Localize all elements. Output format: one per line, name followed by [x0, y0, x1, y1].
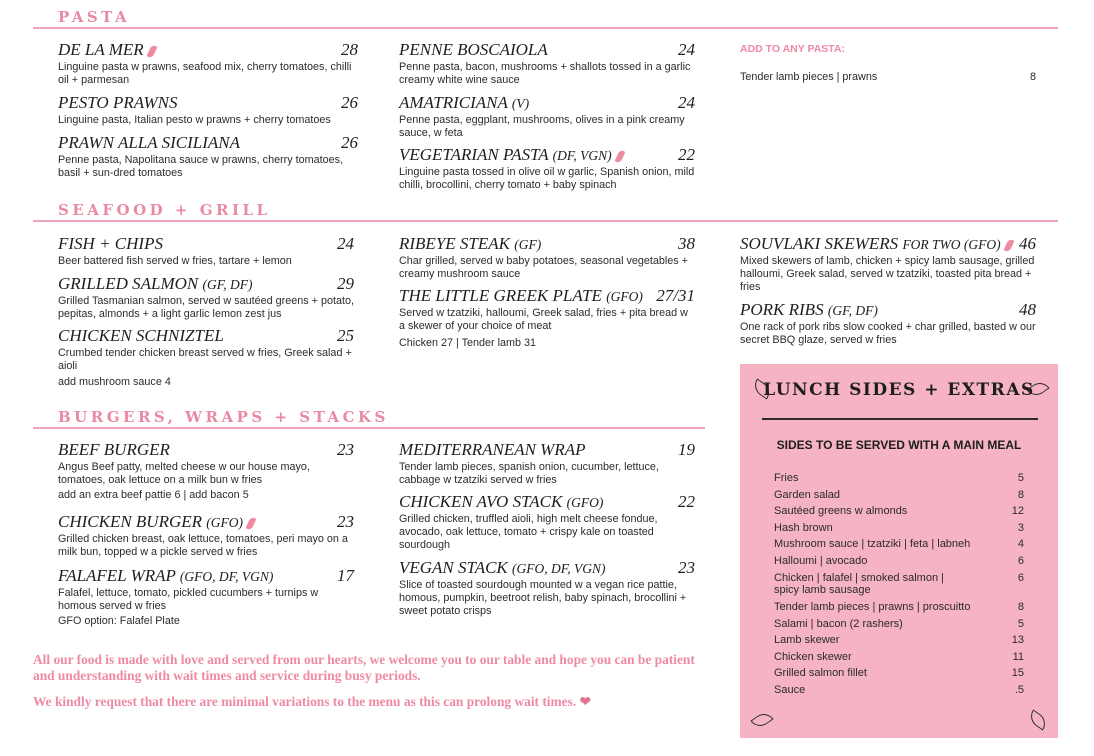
item-name: PRAWN ALLA SICILIANA [58, 133, 240, 152]
item-description: Linguine pasta tossed in olive oil w garlic, Spanish onion, mild chilli, brocollini, cherry tomato + baby spinach [399, 166, 695, 191]
addon-note: Chicken 27 | Tender lamb 31 [399, 337, 537, 349]
divider [762, 418, 1038, 420]
item-price: 23 [678, 558, 695, 577]
item-price: 46 [1019, 234, 1036, 253]
side-name: Garden salad [774, 488, 841, 501]
item-name: FISH + CHIPS [58, 234, 163, 253]
item-name: CHICKEN BURGER (GFO) [58, 512, 254, 532]
addon-note: add mushroom sauce 4 [58, 376, 171, 388]
item-name: PESTO PRAWNS [58, 93, 178, 112]
menu-item [58, 326, 354, 373]
addon-title: ADD TO ANY PASTA: [740, 43, 846, 55]
section-title-seafood: SEAFOOD + GRILL [58, 201, 271, 219]
leaf-icon [1026, 709, 1049, 730]
section-title-burgers: BURGERS, WRAPS + STACKS [58, 408, 389, 426]
divider [33, 27, 1058, 29]
menu-item [58, 93, 358, 127]
menu-item [399, 93, 695, 140]
divider [33, 220, 1058, 222]
side-price: 8 [1017, 601, 1024, 613]
item-price: 22 [678, 145, 695, 164]
side-row [774, 505, 1024, 518]
item-tag: (GF) [514, 237, 542, 252]
side-row [774, 634, 1024, 647]
heart-icon: ❤ [579, 694, 591, 709]
side-price: 8 [1017, 488, 1024, 501]
item-tag: (GFO) [606, 289, 643, 304]
side-row [774, 618, 1024, 631]
item-description: Linguine pasta, Italian pesto w prawns + cherry tomatoes [58, 114, 331, 126]
item-price: 24 [678, 93, 695, 112]
side-name: Lamb skewer [774, 634, 840, 647]
side-price: 13 [1011, 634, 1024, 647]
footer-message: All our food is made with love and served from our hearts, we welcome you to our table and hope you can be patient and understanding with wait times and service during busy periods. [33, 652, 695, 683]
item-name: FALAFEL WRAP (GFO, DF, VGN) [58, 566, 274, 585]
addon-note: add an extra beef pattie 6 | add bacon 5 [58, 489, 249, 501]
chili-icon [146, 44, 157, 58]
menu-item [58, 274, 354, 321]
side-price: 6 [1017, 555, 1024, 567]
item-price: 23 [337, 440, 354, 459]
addon-text: Tender lamb pieces | prawns [740, 71, 878, 83]
menu-item [399, 492, 695, 551]
menu-item [399, 558, 695, 617]
side-price: 6 [1017, 571, 1024, 584]
item-name: MEDITERRANEAN WRAP [399, 440, 586, 459]
item-price: 24 [337, 234, 354, 253]
item-tag: (GF, DF) [827, 303, 878, 318]
menu-item [399, 40, 695, 87]
item-tag: (GFO, DF, VGN) [179, 569, 274, 584]
menu-item [58, 512, 354, 559]
item-tag: (V) [511, 96, 530, 111]
item-tag: FOR TWO (GFO) [902, 237, 1001, 252]
side-price: 4 [1017, 538, 1024, 551]
item-name: VEGAN STACK (GFO, DF, VGN) [399, 558, 606, 577]
item-price: 26 [341, 133, 358, 152]
chili-icon [614, 149, 625, 163]
side-row [774, 555, 1024, 568]
item-description: Tender lamb pieces, spanish onion, cucumber, lettuce, cabbage w tzatziki served w fries [399, 461, 659, 486]
item-tag: (GFO) [206, 515, 244, 530]
side-price: 15 [1011, 667, 1024, 680]
side-row [774, 522, 1024, 535]
item-description: Angus Beef patty, melted cheese w our house mayo, tomatoes, oak lettuce on a milk bun w fries [58, 461, 310, 486]
item-name: AMATRICIANA (V) [399, 93, 530, 112]
item-name: VEGETARIAN PASTA (DF, VGN) [399, 145, 623, 165]
item-price: 19 [678, 440, 695, 459]
side-row [774, 667, 1024, 680]
side-row [774, 684, 1024, 697]
item-description: Falafel, lettuce, tomato, pickled cucumbers + turnips w homous served w fries [58, 587, 319, 612]
side-price: 12 [1011, 505, 1024, 518]
side-price: 11 [1012, 650, 1024, 663]
side-name: Mushroom sauce | tzatziki | feta | labneh [774, 538, 971, 551]
item-tag: (GF, DF) [202, 277, 253, 292]
side-name: Sautéed greens w almonds [774, 505, 908, 518]
item-tag: (DF, VGN) [552, 148, 612, 163]
side-row [774, 472, 1024, 485]
sides-title: LUNCH SIDES + EXTRAS [763, 380, 1035, 400]
item-description: Grilled chicken, truffled aioli, high melt cheese fondue, avocado, oak lettuce, tomato + crispy kale on toasted sourdough [399, 513, 658, 551]
side-row [774, 572, 1024, 598]
item-description: Beer battered fish served w fries, tartare + lemon [58, 255, 292, 267]
item-name: BEEF BURGER [58, 440, 170, 459]
item-description: Char grilled, served w baby potatoes, seasonal vegetables + creamy mushroom sauce [399, 255, 688, 280]
item-price: 22 [678, 492, 695, 511]
side-name: Grilled salmon fillet [774, 667, 867, 680]
chili-icon [246, 516, 257, 530]
menu-item [58, 133, 358, 180]
side-row [774, 601, 1024, 614]
item-price: 23 [337, 512, 354, 531]
item-price: 17 [337, 566, 354, 585]
side-name: Chicken | falafel | smoked salmon | spicy lamb sausage [774, 571, 944, 597]
item-description: Penne pasta, Napolitana sauce w prawns, cherry tomatoes, basil + sun-dred tomatoes [58, 154, 344, 179]
item-name: DE LA MER [58, 40, 155, 60]
side-name: Tender lamb pieces | prawns | proscuitto [774, 601, 971, 613]
menu-item [58, 566, 354, 613]
side-name: Hash brown [774, 521, 833, 534]
item-description: One rack of pork ribs slow cooked + char grilled, basted w our secret BBQ glaze, served w fries [740, 321, 1036, 346]
menu-item [399, 440, 695, 487]
item-description: Linguine pasta w prawns, seafood mix, cherry tomatoes, chilli oil + parmesan [58, 61, 352, 86]
section-title-pasta: PASTA [58, 8, 131, 26]
addon-row [740, 71, 1036, 83]
side-name: Chicken skewer [774, 650, 852, 663]
item-description: Penne pasta, bacon, mushrooms + shallots tossed in a garlic creamy white wine sauce [399, 61, 691, 86]
item-name: RIBEYE STEAK (GF) [399, 234, 542, 253]
sides-panel [740, 364, 1058, 738]
item-description: Mixed skewers of lamb, chicken + spicy lamb sausage, grilled halloumi, Greek salad, served w tzatziki, toasted pita bread + fries [740, 255, 1035, 293]
chili-icon [1003, 238, 1014, 252]
side-name: Fries [774, 472, 799, 484]
item-name: PENNE BOSCAIOLA [399, 40, 548, 59]
item-price: 28 [341, 40, 358, 59]
side-name: Salami | bacon (2 rashers) [774, 617, 903, 630]
item-price: 27/31 [656, 286, 695, 305]
item-name: PORK RIBS (GF, DF) [740, 300, 878, 319]
item-description: Slice of toasted sourdough mounted w a vegan rice pattie, homous, pumpkin, beetroot relish, baby spinach, brocollini + sweet potato crisps [399, 579, 687, 617]
item-name: CHICKEN AVO STACK (GFO) [399, 492, 604, 511]
sides-subtitle: SIDES TO BE SERVED WITH A MAIN MEAL [776, 438, 1022, 452]
divider [33, 427, 705, 429]
item-price: 38 [678, 234, 695, 253]
item-price: 26 [341, 93, 358, 112]
menu-item [740, 234, 1036, 293]
side-name: Halloumi | avocado [774, 555, 868, 567]
item-price: 48 [1019, 300, 1036, 319]
item-name: GRILLED SALMON (GF, DF) [58, 274, 253, 293]
menu-item [58, 234, 354, 268]
item-name: CHICKEN SCHNIZTEL [58, 326, 224, 345]
leaf-icon [750, 709, 773, 730]
item-tag: (GFO) [566, 495, 604, 510]
side-price: 5 [1017, 472, 1024, 484]
side-price: 5 [1017, 617, 1024, 630]
item-description: Served w tzatziki, halloumi, Greek salad, fries + pita bread w a skewer of your choice of meat [399, 307, 688, 332]
item-description: Crumbed tender chicken breast served w fries, Greek salad + aioli [58, 347, 352, 372]
item-price: 29 [337, 274, 354, 293]
menu-item [399, 234, 695, 281]
addon-note: GFO option: Falafel Plate [58, 615, 180, 627]
item-description: Grilled chicken breast, oak lettuce, tomatoes, peri mayo on a milk bun, topped w a pickle served w fries [58, 533, 348, 558]
item-tag: (GFO, DF, VGN) [512, 561, 606, 576]
item-description: Penne pasta, eggplant, mushrooms, olives in a pink creamy sauce, w feta [399, 114, 685, 139]
item-name: THE LITTLE GREEK PLATE (GFO) [399, 286, 643, 305]
item-price: 24 [678, 40, 695, 59]
item-price: 25 [337, 326, 354, 345]
side-row [774, 538, 1024, 551]
item-name: SOUVLAKI SKEWERS FOR TWO (GFO) [740, 234, 1012, 254]
menu-item [399, 286, 695, 333]
menu-item [58, 40, 358, 87]
side-price: 3 [1017, 521, 1024, 534]
addon-price: 8 [1029, 71, 1036, 83]
menu-item [58, 440, 354, 487]
side-name: Sauce [774, 684, 806, 696]
menu-item [399, 145, 695, 192]
side-row [774, 489, 1024, 502]
item-description: Grilled Tasmanian salmon, served w sautéed greens + potato, pepitas, almonds + a light garlic lemon zest jus [58, 295, 354, 320]
side-row [774, 651, 1024, 664]
side-price: .5 [1014, 684, 1024, 696]
menu-item [740, 300, 1036, 347]
footer-request: We kindly request that there are minimal variations to the menu as this can prolong wait times. ❤ [33, 694, 591, 709]
